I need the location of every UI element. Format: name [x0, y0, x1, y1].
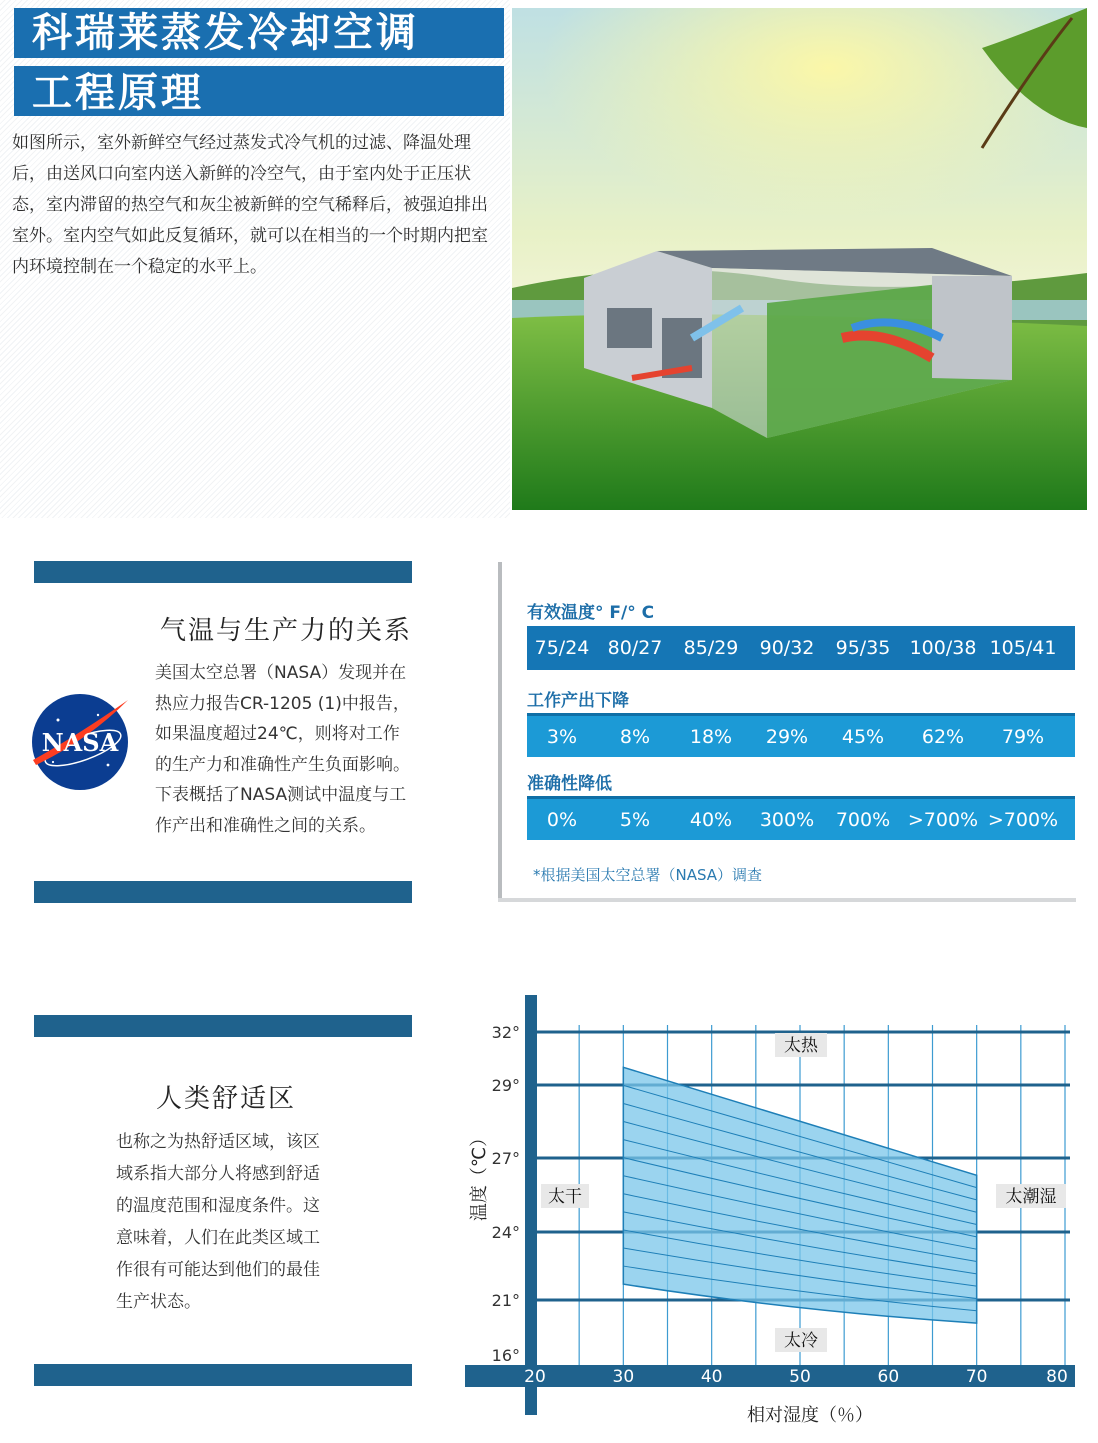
table-cell: 95/35	[835, 637, 891, 659]
y-tick-label: 16°	[491, 1346, 520, 1365]
table-cell: 0%	[546, 808, 578, 831]
table-cell: 79%	[1001, 725, 1045, 748]
nasa-bottom-bar	[34, 881, 412, 903]
table-cell: 75/24	[534, 637, 590, 659]
page-title-text: 科瑞莱蒸发冷却空调	[32, 10, 419, 56]
intro-paragraph: 如图所示，室外新鲜空气经过蒸发式冷气机的过滤、降温处理后，由送风口向室内送入新鲜的冷空气，由于室内处于正压状态，室内滞留的热空气和灰尘被新鲜的空气稀释后，被强迫排出室外。室内空气如此反复循环，就可以在相当的一个时期内把室内环境控制在一个稳定的水平上。	[12, 133, 488, 277]
table-cell: 45%	[841, 725, 885, 748]
nasa-logo	[28, 690, 132, 794]
table-cell: 18%	[689, 725, 733, 748]
table-cell: 80/27	[607, 637, 663, 659]
table-cell: >700%	[907, 808, 979, 831]
table-cell: 29%	[765, 725, 809, 748]
page-subtitle	[14, 66, 504, 116]
y-axis	[525, 995, 537, 1415]
x-tick-label: 70	[965, 1367, 988, 1387]
comfort-description: 也称之为热舒适区域，该区域系指大部分人将感到舒适的温度范围和湿度条件。这意味着，人们在此类区域工作很有可能达到他们的最佳生产状态。	[116, 1132, 320, 1312]
table-cell: 5%	[619, 808, 651, 831]
building-airflow-illustration	[512, 8, 1087, 510]
y-tick-label: 32°	[491, 1023, 520, 1042]
temp-row	[527, 626, 1075, 670]
table-cell: 62%	[921, 725, 965, 748]
table-cell: 700%	[835, 808, 891, 831]
table-cell: >700%	[987, 808, 1059, 831]
x-axis-title: 相对湿度（％）	[747, 1405, 873, 1426]
x-tick-label: 30	[612, 1367, 635, 1387]
table-cell: 100/38	[909, 637, 977, 659]
accuracy-row	[527, 796, 1075, 840]
region-label-dry: 太干	[548, 1187, 582, 1207]
y-tick-label: 21°	[491, 1291, 520, 1310]
accuracy-row-label: 准确性降低	[527, 774, 612, 794]
table-bottom-border	[498, 898, 1076, 902]
building-airflow-image	[512, 8, 1087, 510]
x-tick-label: 40	[700, 1367, 723, 1387]
x-tick-label: 60	[877, 1367, 900, 1387]
comfort-top-bar	[34, 1015, 412, 1037]
comfort-zone-chart	[440, 990, 1090, 1435]
nasa-logo-text: NASA	[41, 728, 119, 757]
y-tick-label: 27°	[491, 1149, 520, 1168]
x-tick-label: 80	[1046, 1367, 1068, 1387]
y-tick-label: 29°	[491, 1076, 520, 1095]
nasa-section-title: 气温与生产力的关系	[160, 616, 413, 646]
x-tick-label: 20	[524, 1367, 546, 1387]
temp-row-label: 有效温度° F/° C	[527, 603, 655, 623]
output-row	[527, 713, 1075, 757]
nasa-description: 美国太空总署（NASA）发现并在热应力报告CR-1205 (1)中报告，如果温度超过24℃，则将对工作的生产力和准确性产生负面影响。下表概括了NASA测试中温度与工作产出和准确性之间的关系。	[155, 663, 410, 836]
table-cell: 8%	[619, 725, 651, 748]
page-title	[14, 8, 504, 58]
y-axis-title: 温度（℃）	[469, 1128, 490, 1222]
table-cell: 85/29	[683, 637, 739, 659]
nasa-top-bar	[34, 561, 412, 583]
comfort-section-title: 人类舒适区	[156, 1084, 297, 1114]
output-row-label: 工作产出下降	[527, 691, 629, 711]
page-subtitle-text: 工程原理	[32, 70, 204, 116]
region-label-cold: 太冷	[784, 1331, 818, 1351]
region-label-hot: 太热	[784, 1036, 818, 1056]
table-left-border	[498, 562, 502, 902]
table-cell: 300%	[759, 808, 815, 831]
x-tick-label: 50	[789, 1367, 811, 1387]
region-label-humid: 太潮湿	[1005, 1187, 1057, 1207]
table-cell: 3%	[546, 725, 578, 748]
table-source-note: *根据美国太空总署（NASA）调查	[533, 866, 763, 884]
table-cell: 90/32	[759, 637, 815, 659]
y-tick-label: 24°	[491, 1223, 520, 1242]
comfort-bottom-bar	[34, 1364, 412, 1386]
table-cell: 40%	[689, 808, 733, 831]
table-cell: 105/41	[989, 637, 1057, 659]
